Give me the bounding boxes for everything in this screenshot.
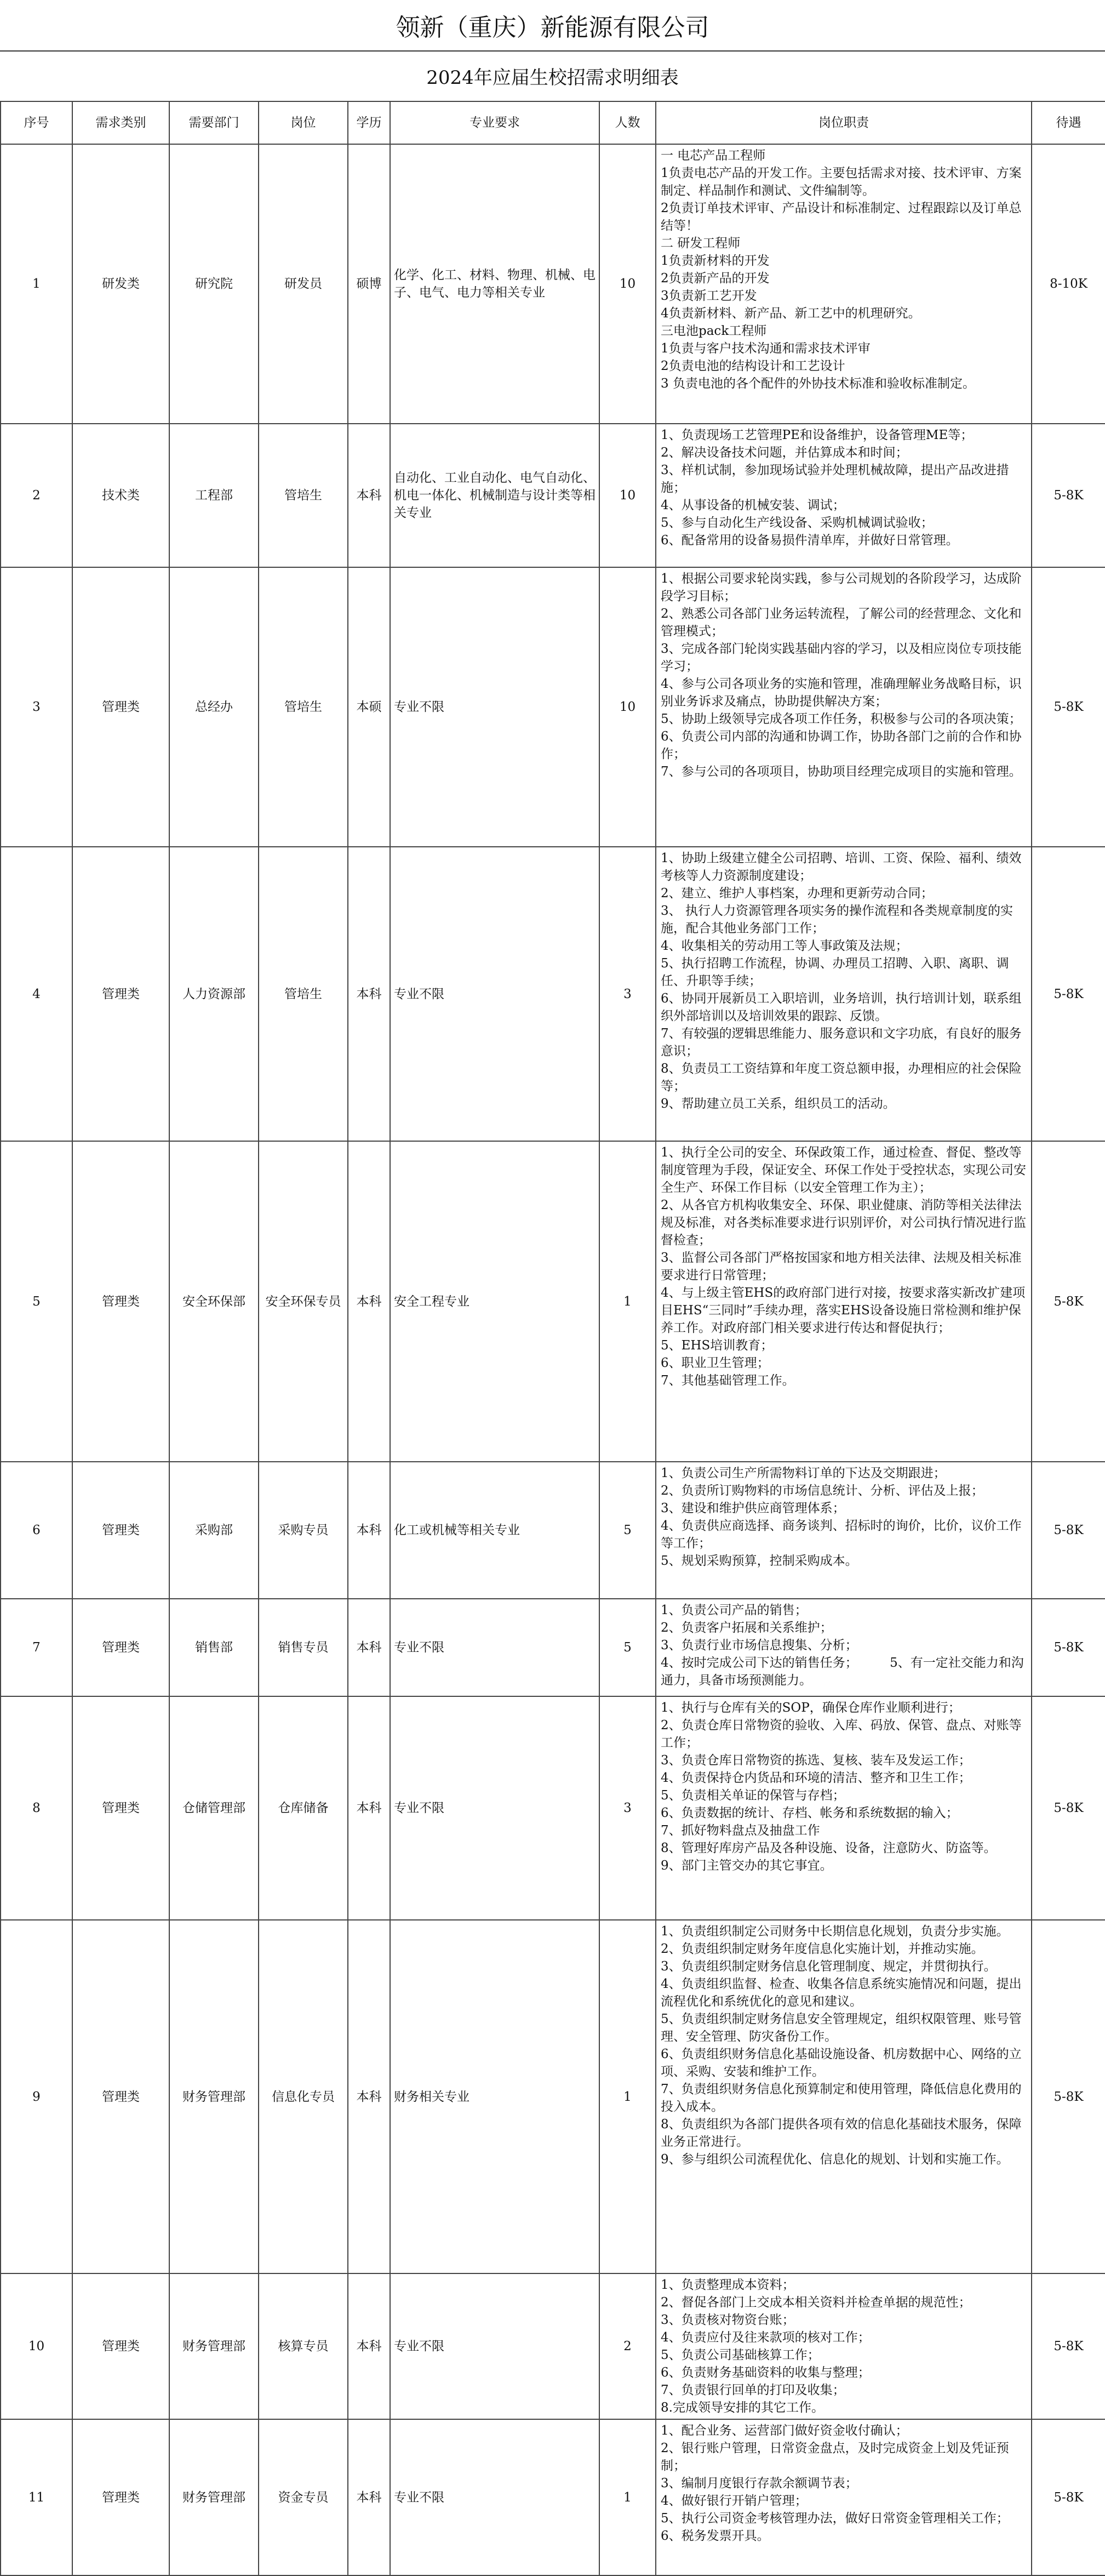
cell-position: 安全环保专员 [259, 1141, 348, 1462]
duty-line: 5、负责公司基础核算工作； [661, 2348, 820, 2362]
duty-line: 2负责订单技术评审、产品设计和标准制定、过程跟踪以及订单总结等！ [661, 201, 1022, 233]
cell-no: 3 [1, 567, 72, 847]
table-row [1, 1920, 1105, 2273]
duty-line: 4、与上级主管EHS的政府部门进行对接，按要求落实新改扩建项目EHS“三同时”手续办理，落实EHS设备设施日常检测和维护保养工作。对政府部门相关要求进行传达和督促执行； [661, 1286, 1026, 1335]
cell-category: 技术类 [72, 424, 169, 567]
table-row [1, 144, 1105, 424]
duty-line: 1、根据公司要求轮岗实践，参与公司规划的各阶段学习，达成阶段学习目标； [661, 572, 1022, 603]
header-degree: 学历 [348, 101, 390, 144]
duty-line: 4、从事设备的机械安装、调试； [661, 498, 845, 512]
duty-line: 9、部门主管交办的其它事宜。 [661, 1859, 833, 1873]
cell-category: 管理类 [72, 847, 169, 1141]
table-row [1, 1599, 1105, 1696]
header-dept: 需要部门 [169, 101, 259, 144]
cell-degree: 本科 [348, 847, 390, 1141]
cell-major: 专业不限 [390, 1696, 599, 1920]
duty-line: 4、负责供应商选择、商务谈判、招标时的询价，比价，议价工作等工作； [661, 1519, 1022, 1551]
duty-line: 3、编制月度银行存款余额调节表； [661, 2476, 858, 2490]
duty-line: 1、负责公司产品的销售； [661, 1603, 808, 1617]
duty-line: 2、从各官方机构收集安全、环保、职业健康、消防等相关法律法规及标准，对各类标准要求进行识别评价，对公司执行情况进行监督检查； [661, 1198, 1026, 1247]
header-row [1, 101, 1105, 144]
duty-line: 4、负责应付及往来款项的核对工作； [661, 2330, 871, 2345]
duty-line: 三电池pack工程师 [661, 324, 767, 338]
duty-line: 5、负责组织制定财务信息安全管理规定，组织权限管理、账号管理、安全管理、防灾备份工作。 [661, 2012, 1022, 2044]
duty-line: 3 负责电池的各个配件的外协技术标准和验收标准制定。 [661, 377, 975, 391]
cell-position: 研发员 [259, 144, 348, 424]
cell-degree: 本科 [348, 2419, 390, 2575]
duty-line: 2、负责仓库日常物资的验收、入库、码放、保管、盘点、对账等工作； [661, 1718, 1022, 1750]
duty-line: 2、负责所订购物料的市场信息统计、分析、评估及上报； [661, 1484, 984, 1498]
cell-no: 5 [1, 1141, 72, 1462]
header-position: 岗位 [259, 101, 348, 144]
table-row [1, 1696, 1105, 1920]
cell-major: 专业不限 [390, 1599, 599, 1696]
cell-salary: 5-8K [1032, 1920, 1105, 2273]
duty-line: 4、收集相关的劳动用工等人事政策及法规； [661, 939, 908, 953]
cell-category: 管理类 [72, 567, 169, 847]
cell-dept: 研究院 [169, 144, 259, 424]
cell-salary: 5-8K [1032, 2419, 1105, 2575]
header-count: 人数 [599, 101, 656, 144]
cell-duties [656, 847, 1032, 1141]
cell-dept: 仓储管理部 [169, 1696, 259, 1920]
duty-line: 3、负责行业市场信息搜集、分析； [661, 1638, 858, 1652]
cell-major: 专业不限 [390, 2273, 599, 2419]
cell-major: 专业不限 [390, 2419, 599, 2575]
duty-line: 1、负责整理成本资料； [661, 2278, 795, 2292]
cell-dept: 人力资源部 [169, 847, 259, 1141]
header-salary: 待遇 [1032, 101, 1105, 144]
duty-line: 6、税务发票开具。 [661, 2529, 770, 2543]
duty-line: 6、负责数据的统计、存档、帐务和系统数据的输入； [661, 1806, 959, 1820]
duty-line: 2、熟悉公司各部门业务运转流程，了解公司的经营理念、文化和管理模式； [661, 607, 1022, 639]
cell-dept: 财务管理部 [169, 1920, 259, 2273]
cell-salary: 5-8K [1032, 424, 1105, 567]
cell-category: 管理类 [72, 1462, 169, 1599]
cell-salary: 5-8K [1032, 847, 1105, 1141]
duty-line: 5、执行招聘工作流程，协调、办理员工招聘、入职、离职、调任、升职等手续； [661, 956, 1009, 988]
table-row [1, 424, 1105, 567]
duty-line: 2负责新产品的开发 [661, 271, 770, 286]
cell-position: 信息化专员 [259, 1920, 348, 2273]
cell-no: 6 [1, 1462, 72, 1599]
cell-no: 11 [1, 2419, 72, 2575]
cell-dept: 财务管理部 [169, 2273, 259, 2419]
duty-line: 1、负责组织制定公司财务中长期信息化规划，负责分步实施。 [661, 1924, 1009, 1939]
duty-line: 5、参与自动化生产线设备、采购机械调试验收； [661, 516, 934, 530]
cell-major: 化学、化工、材料、物理、机械、电子、电气、电力等相关专业 [390, 144, 599, 424]
cell-salary: 8-10K [1032, 144, 1105, 424]
company-title: 领新（重庆）新能源有限公司 [0, 0, 1105, 52]
duty-line: 1、负责公司生产所需物料订单的下达及交期跟进； [661, 1466, 946, 1480]
cell-count: 10 [599, 424, 656, 567]
duty-line: 二 研发工程师 [661, 236, 741, 250]
header-no: 序号 [1, 101, 72, 144]
cell-category: 管理类 [72, 1696, 169, 1920]
duty-line: 6、负责公司内部的沟通和协调工作，协助各部门之前的合作和协作； [661, 730, 1022, 761]
cell-position: 销售专员 [259, 1599, 348, 1696]
duty-line: 1负责新材料的开发 [661, 254, 770, 268]
cell-position: 采购专员 [259, 1462, 348, 1599]
duty-line: 6、负责财务基础资料的收集与整理； [661, 2366, 871, 2380]
cell-count: 10 [599, 567, 656, 847]
duty-line: 8、负责组织为各部门提供各项有效的信息化基础技术服务，保障业务正常进行。 [661, 2117, 1022, 2149]
duty-line: 3、建设和维护供应商管理体系； [661, 1501, 845, 1515]
header-major: 专业要求 [390, 101, 599, 144]
header-duties: 岗位职责 [656, 101, 1032, 144]
duty-line: 3、样机试制，参加现场试验并处理机械故障，提出产品改进措施； [661, 463, 1009, 495]
recruitment-table [0, 101, 1105, 2576]
duty-line: 5、协助上级领导完成各项工作任务，积极参与公司的各项决策； [661, 712, 1022, 726]
duty-line: 一 电芯产品工程师 [661, 149, 766, 163]
duty-line: 3、负责仓库日常物资的拣选、复核、装车及发运工作； [661, 1753, 971, 1768]
duty-line: 7、参与公司的各项项目，协助项目经理完成项目的实施和管理。 [661, 765, 1022, 779]
cell-degree: 本科 [348, 2273, 390, 2419]
duty-line: 4负责新材料、新产品、新工艺中的机理研究。 [661, 306, 921, 321]
duty-line: 2、负责客户拓展和关系维护； [661, 1621, 833, 1635]
cell-salary: 5-8K [1032, 2273, 1105, 2419]
cell-major: 自动化、工业自动化、电气自动化、机电一体化、机械制造与设计类等相关专业 [390, 424, 599, 567]
cell-dept: 采购部 [169, 1462, 259, 1599]
cell-position: 管培生 [259, 567, 348, 847]
cell-category: 管理类 [72, 2419, 169, 2575]
duty-line: 4、按时完成公司下达的销售任务； 5、有一定社交能力和沟通力，具备市场预测能力。 [661, 1656, 1024, 1688]
cell-major: 财务相关专业 [390, 1920, 599, 2273]
cell-category: 研发类 [72, 144, 169, 424]
cell-duties [656, 2419, 1032, 2575]
cell-no: 2 [1, 424, 72, 567]
duty-line: 7、其他基础管理工作。 [661, 1374, 795, 1388]
cell-duties [656, 424, 1032, 567]
cell-major: 化工或机械等相关专业 [390, 1462, 599, 1599]
cell-count: 10 [599, 144, 656, 424]
cell-count: 2 [599, 2273, 656, 2419]
duty-line: 5、执行公司资金考核管理办法，做好日常资金管理相关工作； [661, 2511, 1009, 2526]
duty-line: 7、抓好物料盘点及抽盘工作 [661, 1823, 820, 1838]
cell-salary: 5-8K [1032, 1141, 1105, 1462]
cell-degree: 本科 [348, 1141, 390, 1462]
duty-line: 1负责与客户技术沟通和需求技术评审 [661, 341, 871, 356]
duty-line: 4、参与公司各项业务的实施和管理，准确理解业务战略目标，识别业务诉求及痛点，协助提供解决方案； [661, 677, 1022, 709]
cell-category: 管理类 [72, 2273, 169, 2419]
duty-line: 8、管理好库房产品及各种设施、设备，注意防火、防盗等。 [661, 1841, 997, 1855]
cell-duties [656, 1462, 1032, 1599]
cell-position: 核算专员 [259, 2273, 348, 2419]
duty-line: 3、监督公司各部门严格按国家和地方相关法律、法规及相关标准要求进行日常管理； [661, 1251, 1022, 1283]
cell-dept: 安全环保部 [169, 1141, 259, 1462]
duty-line: 6、负责组织财务信息化基础设施设备、机房数据中心、网络的立项、采购、安装和维护工作。 [661, 2047, 1022, 2079]
duty-line: 6、职业卫生管理； [661, 1356, 770, 1370]
cell-position: 仓库储备 [259, 1696, 348, 1920]
cell-count: 3 [599, 847, 656, 1141]
cell-no: 8 [1, 1696, 72, 1920]
cell-no: 10 [1, 2273, 72, 2419]
cell-category: 管理类 [72, 1920, 169, 2273]
cell-no: 9 [1, 1920, 72, 2273]
cell-duties [656, 2273, 1032, 2419]
duty-line: 1、协助上级建立健全公司招聘、培训、工资、保险、福利、绩效考核等人力资源制度建设； [661, 851, 1022, 883]
table-row [1, 847, 1105, 1141]
cell-major: 安全工程专业 [390, 1141, 599, 1462]
duty-line: 3、负责组织制定财务信息化管理制度、规定，并贯彻执行。 [661, 1959, 997, 1974]
cell-degree: 本科 [348, 1599, 390, 1696]
cell-degree: 本科 [348, 424, 390, 567]
duty-line: 3、 执行人力资源管理各项实务的操作流程和各类规章制度的实施，配合其他业务部门工作； [661, 904, 1013, 936]
table-row [1, 567, 1105, 847]
cell-no: 7 [1, 1599, 72, 1696]
duty-line: 4、负责保持仓内货品和环境的清洁、整齐和卫生工作； [661, 1771, 971, 1785]
duty-line: 8、负责员工工资结算和年度工资总额申报，办理相应的社会保险等； [661, 1062, 1022, 1093]
duty-line: 6、协同开展新员工入职培训，业务培训，执行培训计划，联系组织外部培训以及培训效果的跟踪、反馈。 [661, 991, 1022, 1023]
cell-duties [656, 567, 1032, 847]
duty-line: 2、负责组织制定财务年度信息化实施计划，并推动实施。 [661, 1942, 984, 1956]
cell-count: 1 [599, 1141, 656, 1462]
cell-salary: 5-8K [1032, 1462, 1105, 1599]
cell-duties [656, 1599, 1032, 1696]
cell-duties [656, 1141, 1032, 1462]
duty-line: 7、负责银行回单的打印及收集； [661, 2383, 845, 2397]
table-title: 2024年应届生校招需求明细表 [426, 66, 679, 89]
duty-line: 4、做好银行开销户管理； [661, 2494, 808, 2508]
cell-count: 5 [599, 1599, 656, 1696]
duty-line: 2、解决设备技术问题，并估算成本和时间； [661, 446, 908, 460]
cell-duties [656, 1920, 1032, 2273]
cell-category: 管理类 [72, 1599, 169, 1696]
duty-line: 1、执行与仓库有关的SOP，确保仓库作业顺利进行； [661, 1701, 961, 1715]
cell-position: 资金专员 [259, 2419, 348, 2575]
duty-line: 2、建立、维护人事档案，办理和更新劳动合同； [661, 886, 934, 901]
table-row [1, 2273, 1105, 2419]
table-row [1, 1462, 1105, 1599]
cell-count: 1 [599, 1920, 656, 2273]
cell-count: 3 [599, 1696, 656, 1920]
cell-position: 管培生 [259, 424, 348, 567]
duty-line: 5、EHS培训教育； [661, 1338, 774, 1353]
cell-salary: 5-8K [1032, 567, 1105, 847]
cell-salary: 5-8K [1032, 1696, 1105, 1920]
duty-line: 4、负责组织监督、检查、收集各信息系统实施情况和问题，提出流程优化和系统优化的意见和建议。 [661, 1977, 1022, 2009]
table-body [1, 144, 1105, 2575]
duty-line: 1负责电芯产品的开发工作。主要包括需求对接、技术评审、方案制定、样品制作和测试、文件编制等。 [661, 166, 1022, 198]
duty-line: 1、执行全公司的安全、环保政策工作，通过检查、督促、整改等制度管理为手段，保证安全、环保工作处于受控状态，实现公司安全生产、环保工作目标（以安全管理工作为主）； [661, 1145, 1026, 1195]
cell-dept: 销售部 [169, 1599, 259, 1696]
duty-line: 3负责新工艺开发 [661, 289, 757, 303]
cell-degree: 本科 [348, 1920, 390, 2273]
cell-salary: 5-8K [1032, 1599, 1105, 1696]
cell-degree: 本科 [348, 1462, 390, 1599]
duty-line: 7、有较强的逻辑思维能力、服务意识和文字功底，有良好的服务意识； [661, 1027, 1022, 1058]
duty-line: 2负责电池的结构设计和工艺设计 [661, 359, 845, 373]
duty-line: 2、银行账户管理，日常资金盘点，及时完成资金上划及凭证预制； [661, 2441, 1009, 2473]
cell-dept: 总经办 [169, 567, 259, 847]
duty-line: 7、负责组织财务信息化预算制定和使用管理，降低信息化费用的投入成本。 [661, 2082, 1022, 2114]
table-row [1, 2419, 1105, 2575]
duty-line: 8.完成领导安排的其它工作。 [661, 2401, 824, 2415]
duty-line: 5、负责相关单证的保管与存档； [661, 1788, 845, 1803]
duty-line: 9、帮助建立员工关系，组织员工的活动。 [661, 1097, 896, 1111]
cell-dept: 财务管理部 [169, 2419, 259, 2575]
duty-line: 1、配合业务、运营部门做好资金收付确认； [661, 2424, 908, 2438]
cell-degree: 硕博 [348, 144, 390, 424]
cell-degree: 本硕 [348, 567, 390, 847]
duty-line: 3、完成各部门轮岗实践基础内容的学习，以及相应岗位专项技能学习； [661, 642, 1022, 674]
cell-position: 管培生 [259, 847, 348, 1141]
cell-dept: 工程部 [169, 424, 259, 567]
cell-no: 1 [1, 144, 72, 424]
cell-duties [656, 1696, 1032, 1920]
cell-duties [656, 144, 1032, 424]
duty-line: 5、规划采购预算，控制采购成本。 [661, 1554, 858, 1568]
cell-major: 专业不限 [390, 567, 599, 847]
cell-major: 专业不限 [390, 847, 599, 1141]
duty-line: 2、督促各部门上交成本相关资料并检查单据的规范性； [661, 2295, 971, 2310]
cell-count: 1 [599, 2419, 656, 2575]
table-row [1, 1141, 1105, 1462]
duty-line: 6、配备常用的设备易损件清单库，并做好日常管理。 [661, 533, 959, 548]
duty-line: 3、负责核对物资台账； [661, 2313, 795, 2327]
cell-category: 管理类 [72, 1141, 169, 1462]
cell-no: 4 [1, 847, 72, 1141]
duty-line: 9、参与组织公司流程优化、信息化的规划、计划和实施工作。 [661, 2152, 1009, 2167]
cell-degree: 本科 [348, 1696, 390, 1920]
cell-count: 5 [599, 1462, 656, 1599]
header-category: 需求类别 [72, 101, 169, 144]
duty-line: 1、负责现场工艺管理PE和设备维护，设备管理ME等； [661, 428, 974, 442]
